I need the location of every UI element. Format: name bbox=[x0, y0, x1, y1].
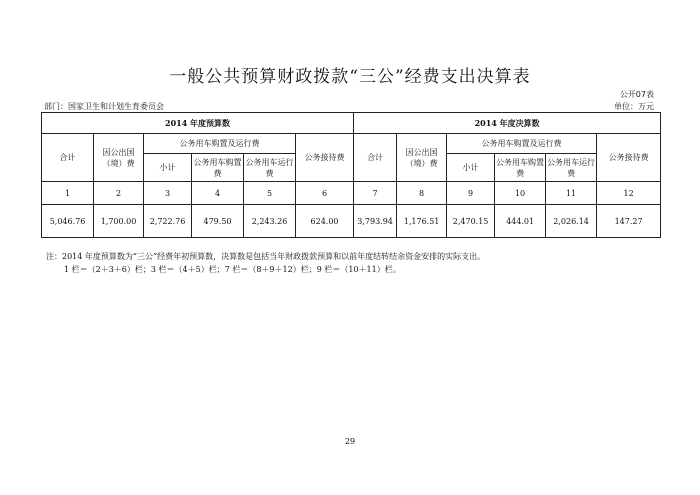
final-section-header: 2014 年度决算数 bbox=[354, 113, 661, 134]
value-cell: 2,722.76 bbox=[144, 205, 192, 238]
column-number: 6 bbox=[296, 182, 354, 205]
value-cell: 2,470.15 bbox=[447, 205, 495, 238]
note-line-1: 注：2014 年度预算数为“三公”经费年初预算数，决算数是包括当年财政拨款预算和以前年度结转结余资金安排的实际支出。 bbox=[46, 252, 486, 261]
column-number: 2 bbox=[94, 182, 144, 205]
header-vehicle-group: 公务用车购置及运行费 bbox=[144, 134, 296, 154]
header-total: 合计 bbox=[354, 134, 397, 182]
header-subtotal: 小计 bbox=[447, 154, 495, 182]
header-reception: 公务接待费 bbox=[296, 134, 354, 182]
unit-label: 单位：万元 bbox=[614, 102, 654, 111]
column-number: 3 bbox=[144, 182, 192, 205]
notes bbox=[46, 250, 485, 276]
column-number: 1 bbox=[42, 182, 94, 205]
value-cell: 624.00 bbox=[296, 205, 354, 238]
header-vehicle-purchase: 公务用车购置费 bbox=[495, 154, 546, 182]
note-line-2: 1 栏＝（2＋3＋6）栏；3 栏＝（4＋5）栏；7 栏＝（8＋9＋12）栏；9 栏＝（10＋11）栏。 bbox=[64, 265, 401, 274]
value-cell: 2,026.14 bbox=[546, 205, 597, 238]
header-total: 合计 bbox=[42, 134, 94, 182]
value-cell: 1,176.51 bbox=[397, 205, 447, 238]
header-travel-abroad: 因公出国（境）费 bbox=[94, 134, 144, 182]
value-cell: 444.01 bbox=[495, 205, 546, 238]
budget-section-header: 2014 年度预算数 bbox=[42, 113, 354, 134]
value-cell: 1,700.00 bbox=[94, 205, 144, 238]
value-cell: 3,793.94 bbox=[354, 205, 397, 238]
column-number: 12 bbox=[597, 182, 661, 205]
header-vehicle-operation: 公务用车运行费 bbox=[244, 154, 296, 182]
header-reception: 公务接待费 bbox=[597, 134, 661, 182]
value-cell: 479.50 bbox=[192, 205, 244, 238]
column-number: 8 bbox=[397, 182, 447, 205]
header-subtotal: 小计 bbox=[144, 154, 192, 182]
value-cell: 5,046.76 bbox=[42, 205, 94, 238]
column-number: 10 bbox=[495, 182, 546, 205]
column-number: 9 bbox=[447, 182, 495, 205]
page-title: 一般公共预算财政拨款“三公”经费支出决算表 bbox=[169, 67, 531, 87]
page-number: 29 bbox=[344, 437, 356, 446]
table-code: 公开07表 bbox=[619, 90, 654, 99]
header-travel-abroad: 因公出国（境）费 bbox=[397, 134, 447, 182]
header-vehicle-group: 公务用车购置及运行费 bbox=[447, 134, 597, 154]
column-number: 5 bbox=[244, 182, 296, 205]
header-vehicle-operation: 公务用车运行费 bbox=[546, 154, 597, 182]
value-cell: 2,243.26 bbox=[244, 205, 296, 238]
column-number: 7 bbox=[354, 182, 397, 205]
column-number: 11 bbox=[546, 182, 597, 205]
department-label: 部门：国家卫生和计划生育委员会 bbox=[44, 102, 164, 111]
header-vehicle-purchase: 公务用车购置费 bbox=[192, 154, 244, 182]
expenditure-table bbox=[41, 112, 661, 238]
value-cell: 147.27 bbox=[597, 205, 661, 238]
column-number: 4 bbox=[192, 182, 244, 205]
